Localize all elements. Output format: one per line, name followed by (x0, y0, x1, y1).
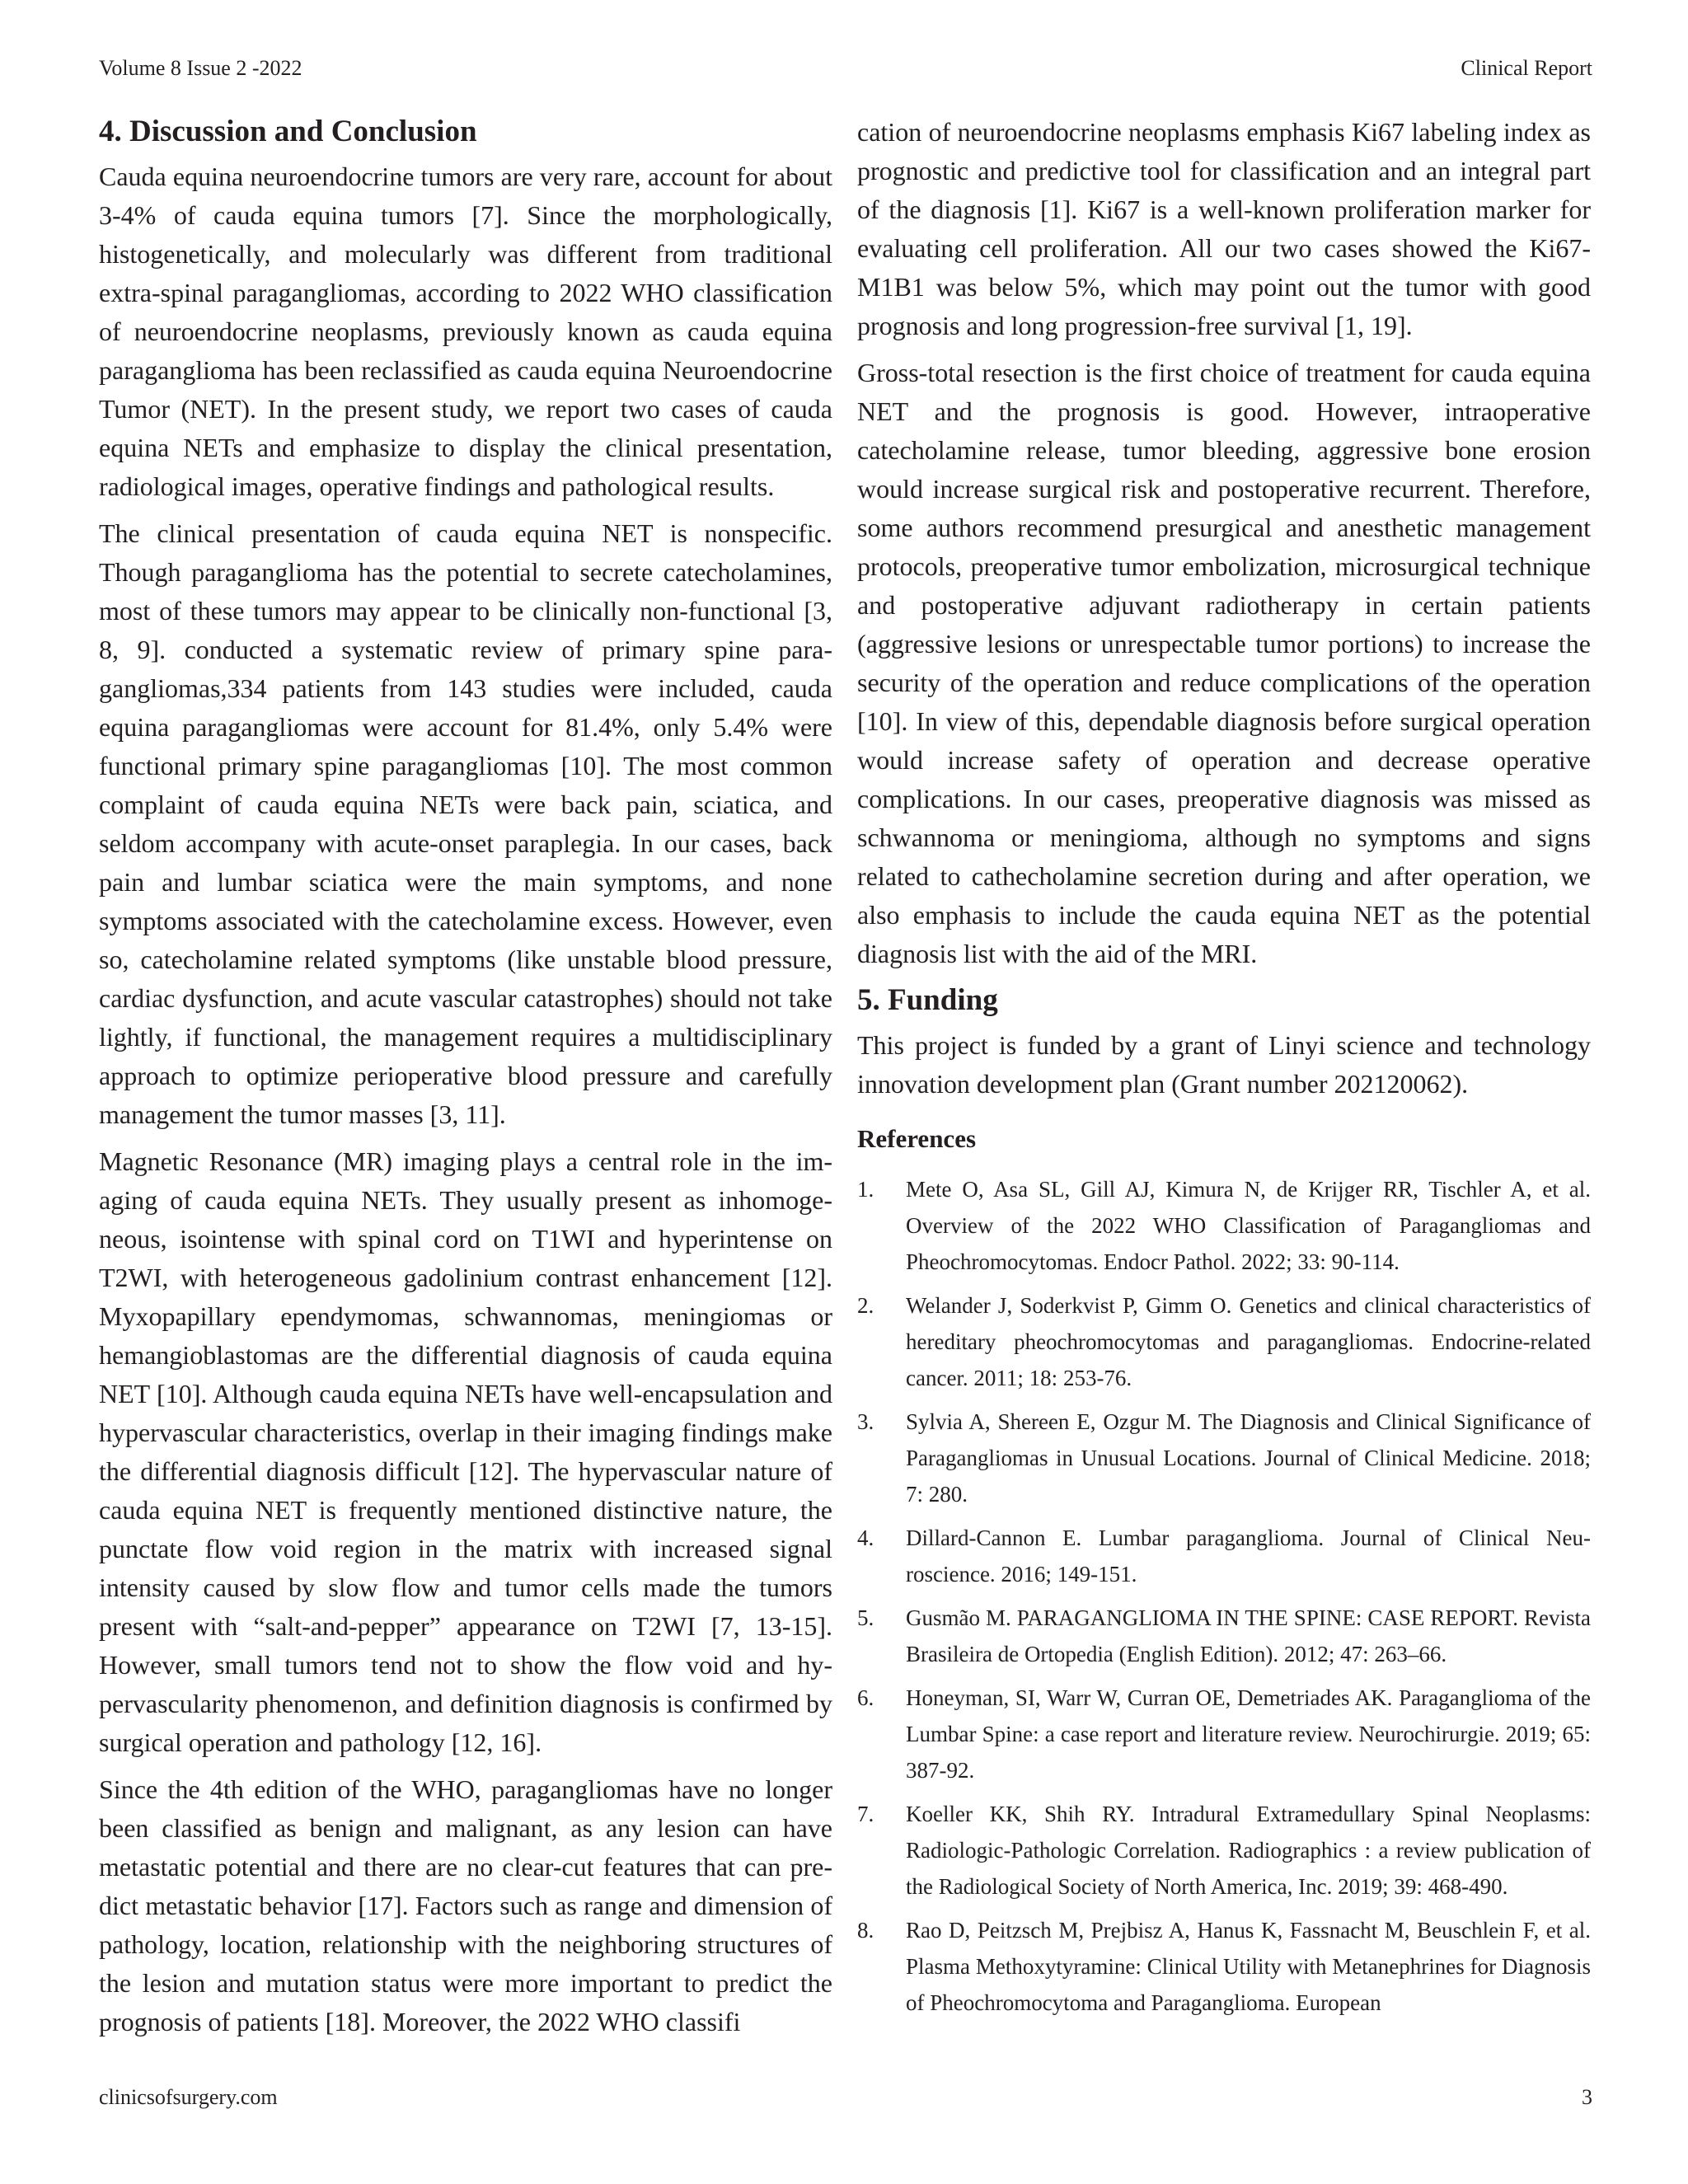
right-column (857, 113, 1591, 2028)
body-paragraph: Since the 4th edition of the WHO, paragangliomas have no longer been classified as benign and malignant, as any lesion can have metastatic potential and there are no clear-cut features that can predict metastatic behavior [17]. Factors such as range and dimension of pathology, location, relationship with the neighboring structures of the lesion and mutation status were more important to predict the prognosis of patients [18]. Moreover, the 2022 WHO classifi (99, 1774, 832, 2036)
section-heading-discussion: 4. Discussion and Conclusion (99, 115, 477, 148)
reference-list (857, 1171, 1591, 2021)
reference-text: Mete O, Asa SL, Gill AJ, Kimura N, de Krijger RR, Tischler A, et al. Overview of the 2022 WHO Classification of Paragangliomas and Pheochromocytomas. Endocr Pathol. 2022; 33: 90-114. (906, 1177, 1591, 1274)
reference-text: Gusmão M. PARAGANGLIOMA IN THE SPINE: CASE REPORT. Revista Brasileira de Ortopedia (English Edition). 2012; 47: 263–66. (906, 1605, 1591, 1666)
reference-number: 2. (857, 1293, 874, 1318)
reference-text: Sylvia A, Shereen E, Ozgur M. The Diagnosis and Clinical Significance of Paragangliomas in Unusual Locations. Journal of Clinical Medicine. 2018; 7: 280. (906, 1409, 1591, 1507)
body-paragraph: Cauda equina neuroendocrine tumors are very rare, account for about 3-4% of cauda equina tumors [7]. Since the morphologically, histogenetically, and molecularly was different from traditional extra-spinal paragangliomas, according to 2022 WHO classification of neuroendocrine neoplasms, previously known as cauda equina paraganglioma has been reclassified as cauda equina Neuroendocrine Tumor (NET). In the present study, we report two cases of cauda equina NETs and emphasize to display the clinical presentation, radiological images, operative findings and pathological results. (99, 162, 832, 501)
running-header-article-type: Clinical Report (1461, 56, 1592, 80)
reference-number: 8. (857, 1918, 874, 1943)
body-paragraph: Magnetic Resonance (MR) imaging plays a central role in the imaging of cauda equina NETs. They usually present as inhomogeneous, isointense with spinal cord on T1WI and hyperintense on T2WI, with heterogeneous gadolinium contrast enhancement [12]. Myxopapillary ependymomas, schwannomas, meningiomas or hemangioblastomas are the differential diagnosis of cauda equina NET [10]. Although cauda equina NETs have well-encapsulation and hypervascular characteristics, overlap in their imaging findings make the differential diagnosis difficult [12]. The hypervascular nature of cauda equina NET is frequently mentioned distinctive nature, the punctate flow void region in the matrix with increased signal intensity caused by slow flow and tumor cells made the tumors present with “salt-and-pepper” appearance on T2WI [7, 13-15]. However, small tumors tend not to show the flow void and hypervascularity phenomenon, and definition diagnosis is confirmed by surgical operation and pathology [12, 16]. (99, 1146, 832, 1757)
reference-item (857, 1404, 1591, 1512)
reference-item (857, 1912, 1591, 2021)
reference-number: 6. (857, 1685, 874, 1710)
left-column (99, 113, 832, 2050)
page-number: 3 (1582, 2085, 1592, 2109)
reference-item (857, 1796, 1591, 1905)
reference-item (857, 1600, 1591, 1672)
reference-number: 4. (857, 1526, 874, 1550)
reference-number: 1. (857, 1177, 874, 1202)
reference-item (857, 1520, 1591, 1592)
reference-text: Rao D, Peitzsch M, Prejbisz A, Hanus K, Fassnacht M, Beuschlein F, et al. Plasma Methoxytyramine: Clinical Utility with Metanephrines for Diagnosis of Pheochromocytoma and Paraganglioma. European (906, 1918, 1591, 2015)
reference-text: Koeller KK, Shih RY. Intradural Extramedullary Spinal Neoplasms: Radiologic-Pathologic Correlation. Radiographics : a review publication of the Radiological Society of North America, Inc. 2019; 39: 468-490. (906, 1802, 1591, 1899)
footer-website: clinicsofsurgery.com (99, 2085, 278, 2109)
reference-item (857, 1171, 1591, 1280)
reference-item (857, 1287, 1591, 1396)
references-heading: References (857, 1124, 977, 1153)
section-heading-funding: 5. Funding (857, 983, 998, 1017)
running-header-volume: Volume 8 Issue 2 -2022 (99, 56, 302, 80)
reference-text: Honeyman, SI, Warr W, Curran OE, Demetriades AK. Paraganglioma of the Lumbar Spine: a case report and literature review. Neurochirurgie. 2019; 65: 387-92. (906, 1685, 1591, 1783)
reference-number: 5. (857, 1605, 874, 1630)
body-paragraph: Gross-total resection is the first choice of treatment for cauda equina NET and the prognosis is good. However, intraoperative catecholamine release, tumor bleeding, aggressive bone erosion would increase surgical risk and postoperative recurrent. Therefore, some authors recommend presurgical and anesthetic management protocols, preoperative tumor embolization, microsurgical technique and postoperative adjuvant radiotherapy in certain patients (aggressive lesions or unrespectable tumor portions) to increase the security of the operation and reduce complications of the operation [10]. In view of this, dependable diagnosis before surgical operation would increase safety of operation and decrease operative complications. In our cases, preoperative diagnosis was missed as schwannoma or meningioma, although no symptoms and signs related to cathecholamine secretion during and after operation, we also emphasis to include the cauda equina NET as the potential diagnosis list with the aid of the MRI. (857, 358, 1591, 968)
reference-number: 3. (857, 1409, 874, 1434)
reference-item (857, 1680, 1591, 1788)
reference-text: Dillard-Cannon E. Lumbar paraganglioma. Journal of Clinical Neuroscience. 2016; 149-151. (906, 1526, 1591, 1586)
funding-paragraph: This project is funded by a grant of Linyi science and technology innovation development plan (Grant number 202120062). (857, 1030, 1591, 1099)
reference-text: Welander J, Soderkvist P, Gimm O. Genetics and clinical characteristics of hereditary pheochromocytomas and paragangliomas. Endocrine-related cancer. 2011; 18: 253-76. (906, 1293, 1591, 1390)
body-paragraph: cation of neuroendocrine neoplasms emphasis Ki67 labeling index as prognostic and predictive tool for classification and an integral part of the diagnosis [1]. Ki67 is a well-known proliferation marker for evaluating cell proliferation. All our two cases showed the Ki67-M1B1 was below 5%, which may point out the tumor with good prognosis and long progression-free survival [1, 19]. (857, 117, 1591, 340)
body-paragraph: The clinical presentation of cauda equina NET is nonspecific. Though paraganglioma has the potential to secrete catecholamines, most of these tumors may appear to be clinically non-functional [3, 8, 9]. conducted a systematic review of primary spine paragangliomas,334 patients from 143 studies were included, cauda equina paragangliomas were account for 81.4%, only 5.4% were functional primary spine paragangliomas [10]. The most common complaint of cauda equina NETs were back pain, sciatica, and seldom accompany with acute-onset paraplegia. In our cases, back pain and lumbar sciatica were the main symptoms, and none symptoms associated with the catecholamine excess. However, even so, catecholamine related symptoms (like unstable blood pressure, cardiac dysfunction, and acute vascular catastrophes) should not take lightly, if functional, the management requires a multidisciplinary approach to optimize perioperative blood pressure and carefully management the tumor masses [3, 11]. (99, 518, 832, 1129)
reference-number: 7. (857, 1802, 874, 1826)
